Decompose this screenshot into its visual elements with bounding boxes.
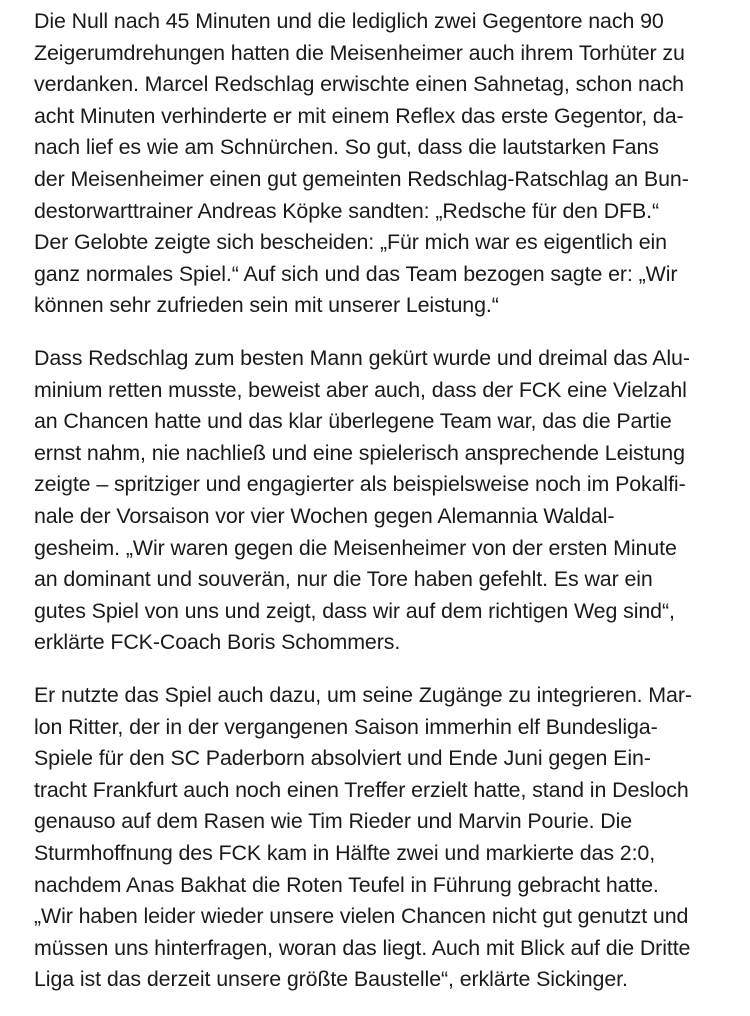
article-paragraph bbox=[34, 680, 734, 996]
text-line: nach lief es wie am Schnürchen. So gut, dass die lautstarken Fans bbox=[34, 135, 659, 160]
text-line: nale der Vorsaison vor vier Wochen gegen Alemannia Waldal- bbox=[34, 503, 615, 528]
text-line: minium retten musste, beweist aber auch, dass der FCK eine Vielzahl bbox=[34, 377, 687, 402]
text-line: müssen uns hinterfragen, woran das liegt. Auch mit Blick auf die Dritte bbox=[34, 935, 691, 960]
text-line: verdanken. Marcel Redschlag erwischte einen Sahnetag, schon nach bbox=[34, 72, 684, 97]
article-paragraph bbox=[34, 343, 734, 659]
text-line: Liga ist das derzeit unsere größte Baustelle“, erklärte Sickinger. bbox=[34, 967, 628, 992]
text-line: an dominant und souverän, nur die Tore haben gefehlt. Es war ein bbox=[34, 567, 653, 592]
text-line: genauso auf dem Rasen wie Tim Rieder und Marvin Pourie. Die bbox=[34, 809, 633, 834]
text-line: erklärte FCK-Coach Boris Schommers. bbox=[34, 630, 401, 655]
text-line: Zeigerumdrehungen hatten die Meisenheimer auch ihrem Torhüter zu bbox=[34, 40, 685, 65]
text-line: zeigte – spritziger und engagierter als beispielsweise noch im Pokalfi- bbox=[34, 472, 686, 497]
text-line: tracht Frankfurt auch noch einen Treffer erzielt hatte, stand in Desloch bbox=[34, 777, 689, 802]
article-paragraph bbox=[34, 6, 734, 322]
text-line: Spiele für den SC Paderborn absolviert und Ende Juni gegen Ein- bbox=[34, 746, 651, 771]
text-line: acht Minuten verhinderte er mit einem Reflex das erste Gegentor, da- bbox=[34, 103, 684, 128]
text-line: Sturmhoffnung des FCK kam in Hälfte zwei und markierte das 2:0, bbox=[34, 840, 656, 865]
text-line: Dass Redschlag zum besten Mann gekürt wurde und dreimal das Alu- bbox=[34, 346, 690, 370]
text-line: gesheim. „Wir waren gegen die Meisenheimer von der ersten Minute bbox=[34, 535, 677, 560]
text-line: der Meisenheimer einen gut gemeinten Redschlag-Ratschlag an Bun- bbox=[34, 166, 689, 191]
text-line: können sehr zufrieden sein mit unserer Leistung.“ bbox=[34, 293, 499, 318]
text-line: an Chancen hatte und das klar überlegene Team war, das die Partie bbox=[34, 409, 672, 434]
text-line: gutes Spiel von uns und zeigt, dass wir auf dem richtigen Weg sind“, bbox=[34, 598, 675, 623]
text-line: Der Gelobte zeigte sich bescheiden: „Für mich war es eigentlich ein bbox=[34, 230, 667, 255]
text-line: destorwarttrainer Andreas Köpke sandten: „Redsche für den DFB.“ bbox=[34, 198, 660, 223]
text-line: Er nutzte das Spiel auch dazu, um seine Zugänge zu integrieren. Mar- bbox=[34, 683, 692, 707]
text-line: ernst nahm, nie nachließ und eine spielerisch ansprechende Leistung bbox=[34, 440, 685, 465]
text-line: „Wir haben leider wieder unsere vielen Chancen nicht gut genutzt und bbox=[34, 904, 689, 929]
text-line: nachdem Anas Bakhat die Roten Teufel in Führung gebracht hatte. bbox=[34, 872, 659, 897]
text-line: ganz normales Spiel.“ Auf sich und das Team bezogen sagte er: „Wir bbox=[34, 261, 678, 286]
text-line: lon Ritter, der in der vergangenen Saison immerhin elf Bundesliga- bbox=[34, 714, 658, 739]
text-line: Die Null nach 45 Minuten und die lediglich zwei Gegentore nach 90 bbox=[34, 9, 664, 33]
